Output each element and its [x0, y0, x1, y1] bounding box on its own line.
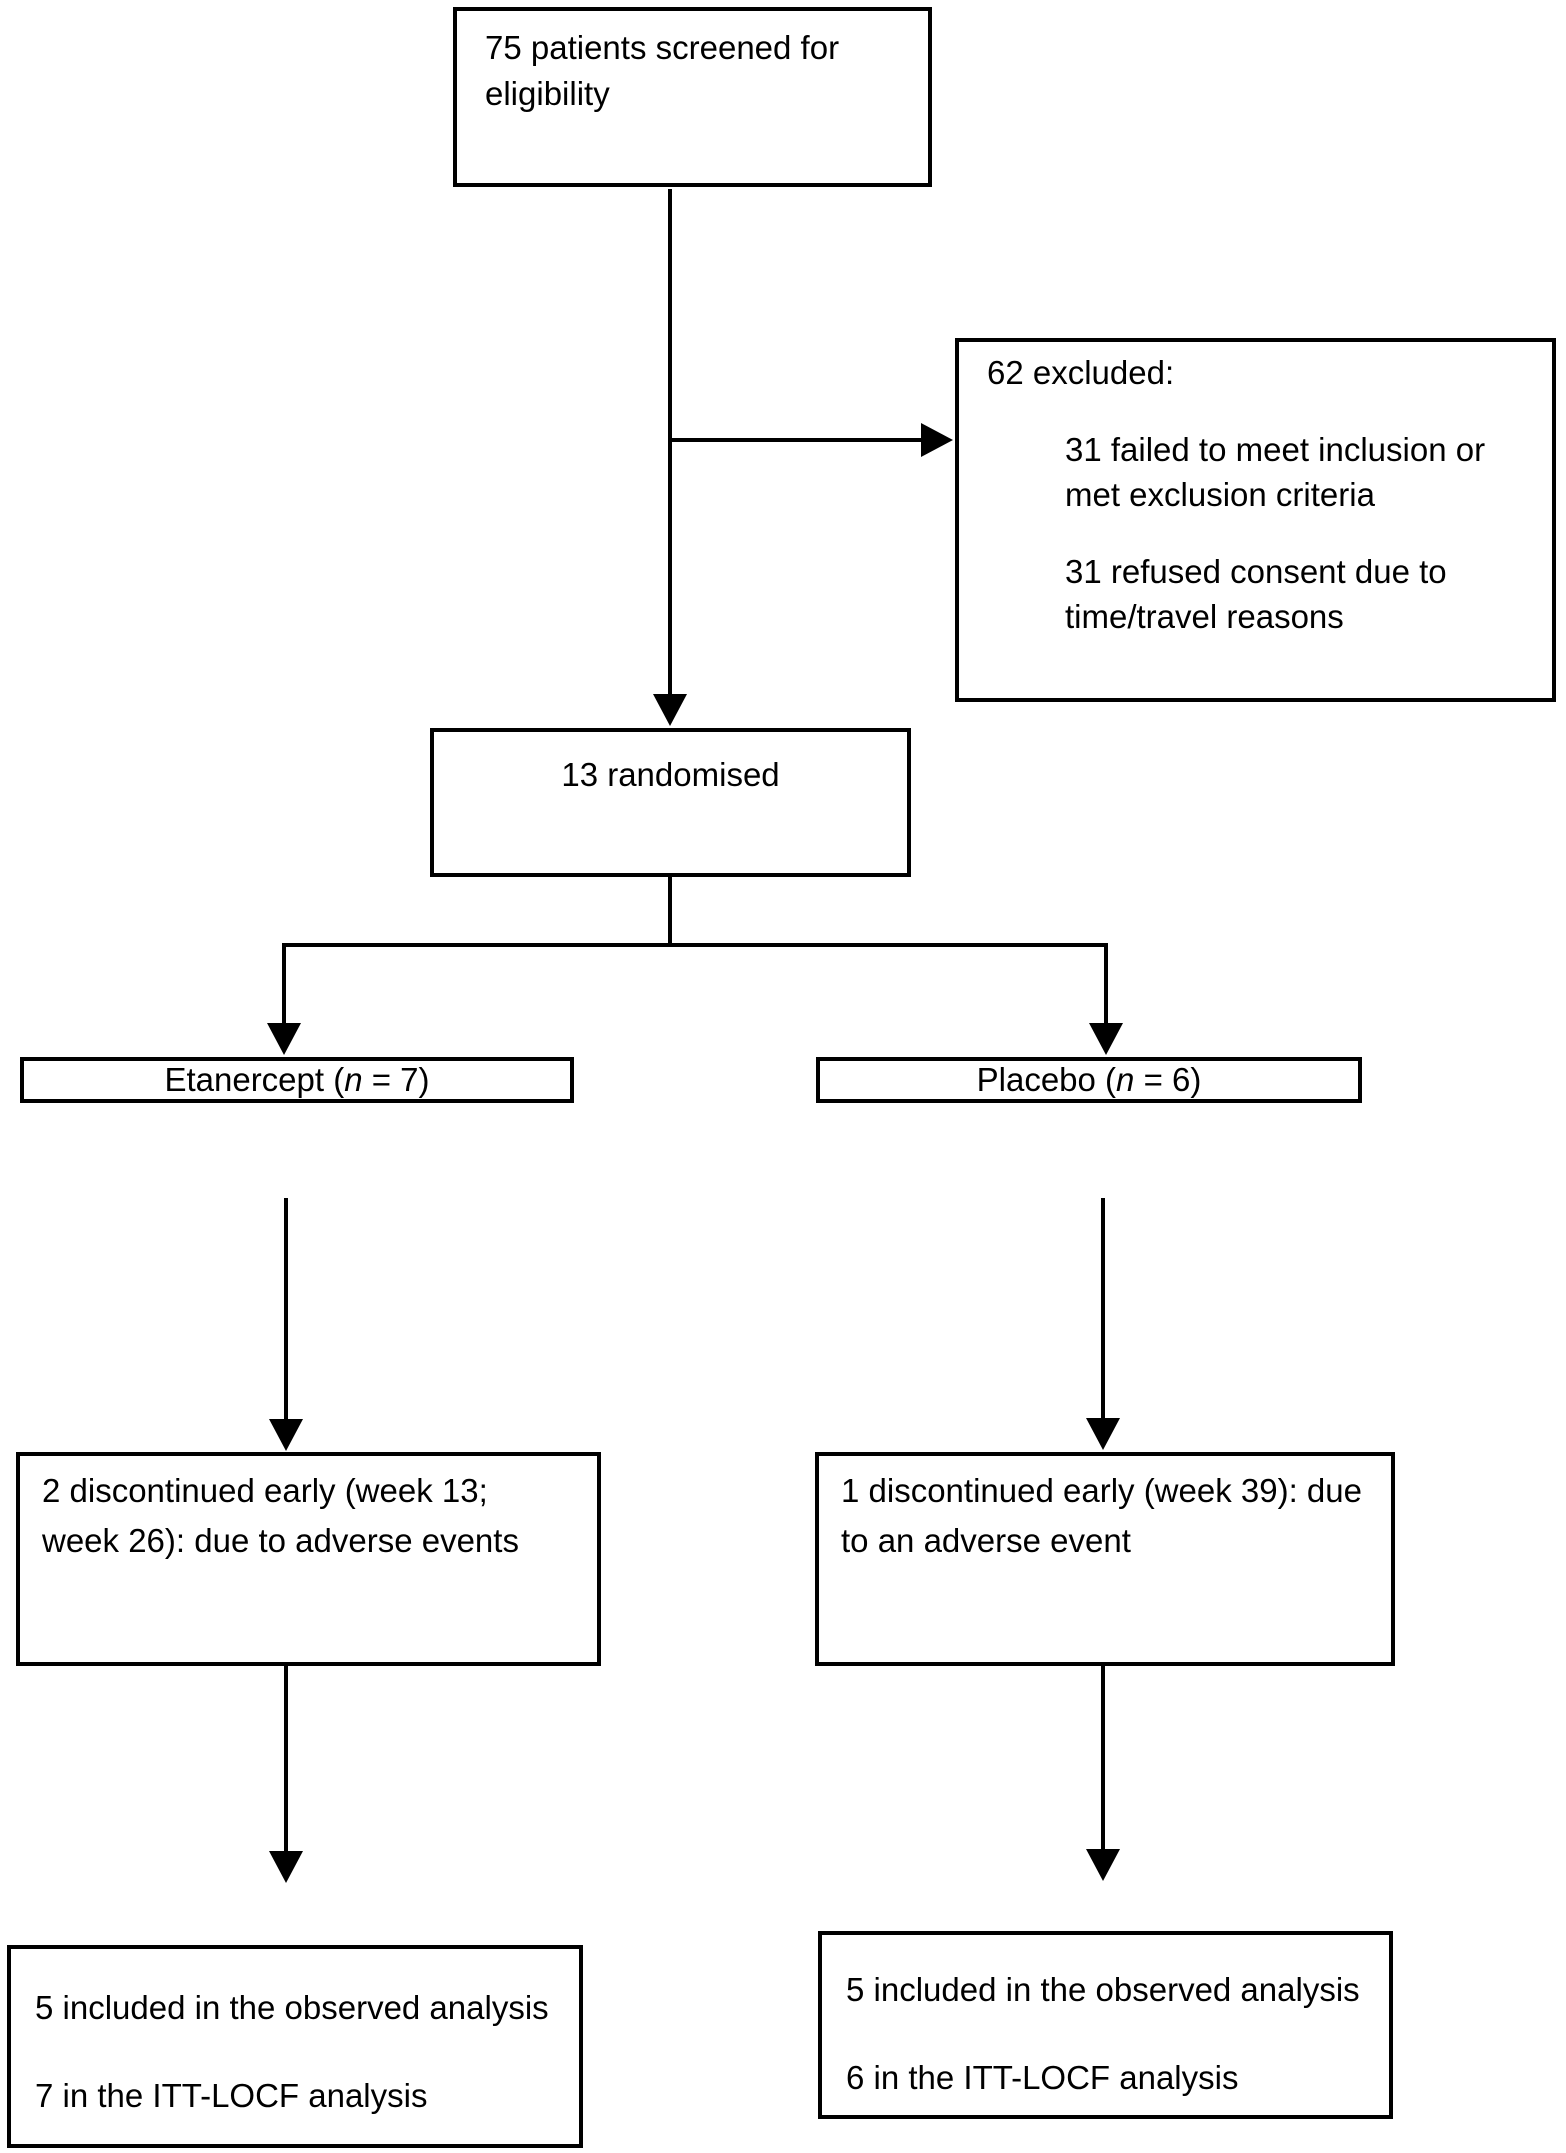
node-screened [453, 7, 932, 187]
analysis-etanercept-itt: 7 in the ITT-LOCF analysis [35, 2077, 428, 2114]
placebo-n-symbol: n [1116, 1061, 1135, 1098]
node-analysis-placebo [818, 1931, 1393, 2119]
discontinued-placebo-line-1: 1 discontinued early (week 39): due [841, 1472, 1362, 1509]
etanercept-label-suffix: = 7) [362, 1061, 430, 1098]
arrow-placebo-to-discontinued [1086, 1198, 1120, 1450]
excluded-reason-2-line-2: time/travel reasons [1065, 598, 1344, 635]
arrow-discontinued-to-analysis-right [1086, 1664, 1120, 1881]
screened-line-2: eligibility [485, 75, 610, 112]
placebo-label-prefix: Placebo ( [976, 1061, 1117, 1098]
node-discontinued-etanercept [16, 1452, 601, 1666]
screened-line-1: 75 patients screened for [485, 29, 840, 66]
etanercept-label-prefix: Etanercept ( [164, 1061, 345, 1098]
arrow-branch-to-etanercept [267, 943, 301, 1055]
node-analysis-etanercept [7, 1945, 583, 2148]
excluded-reason-1-line-2: met exclusion criteria [1065, 476, 1375, 513]
excluded-reason-2-line-1: 31 refused consent due to [1065, 553, 1447, 590]
excluded-reason-2 [1065, 549, 1524, 639]
analysis-etanercept-observed: 5 included in the observed analysis [35, 1989, 549, 2026]
randomised-label: 13 randomised [561, 756, 780, 793]
discontinued-etanercept-line-2: week 26): due to adverse events [42, 1522, 519, 1559]
excluded-title: 62 excluded: [987, 354, 1175, 391]
branch-connector [282, 875, 1108, 947]
node-discontinued-placebo [815, 1452, 1395, 1666]
excluded-reason-1-line-1: 31 failed to meet inclusion or [1065, 431, 1486, 468]
analysis-placebo-observed: 5 included in the observed analysis [846, 1971, 1360, 2008]
analysis-placebo-itt: 6 in the ITT-LOCF analysis [846, 2059, 1239, 2096]
arrow-branch-to-placebo [1089, 943, 1123, 1055]
arrow-screened-to-randomised [653, 189, 687, 726]
placebo-label-suffix: = 6) [1134, 1061, 1202, 1098]
node-excluded [955, 338, 1556, 702]
node-randomised [430, 728, 911, 877]
discontinued-etanercept-line-1: 2 discontinued early (week 13; [42, 1472, 488, 1509]
discontinued-placebo-line-2: to an adverse event [841, 1522, 1131, 1559]
arrow-to-excluded [670, 423, 953, 457]
excluded-reason-1 [1065, 427, 1524, 517]
node-placebo-arm [816, 1057, 1362, 1103]
node-etanercept-arm [20, 1057, 574, 1103]
arrow-discontinued-to-analysis-left [269, 1664, 303, 1883]
arrow-etanercept-to-discontinued [269, 1198, 303, 1451]
etanercept-n-symbol: n [344, 1061, 363, 1098]
